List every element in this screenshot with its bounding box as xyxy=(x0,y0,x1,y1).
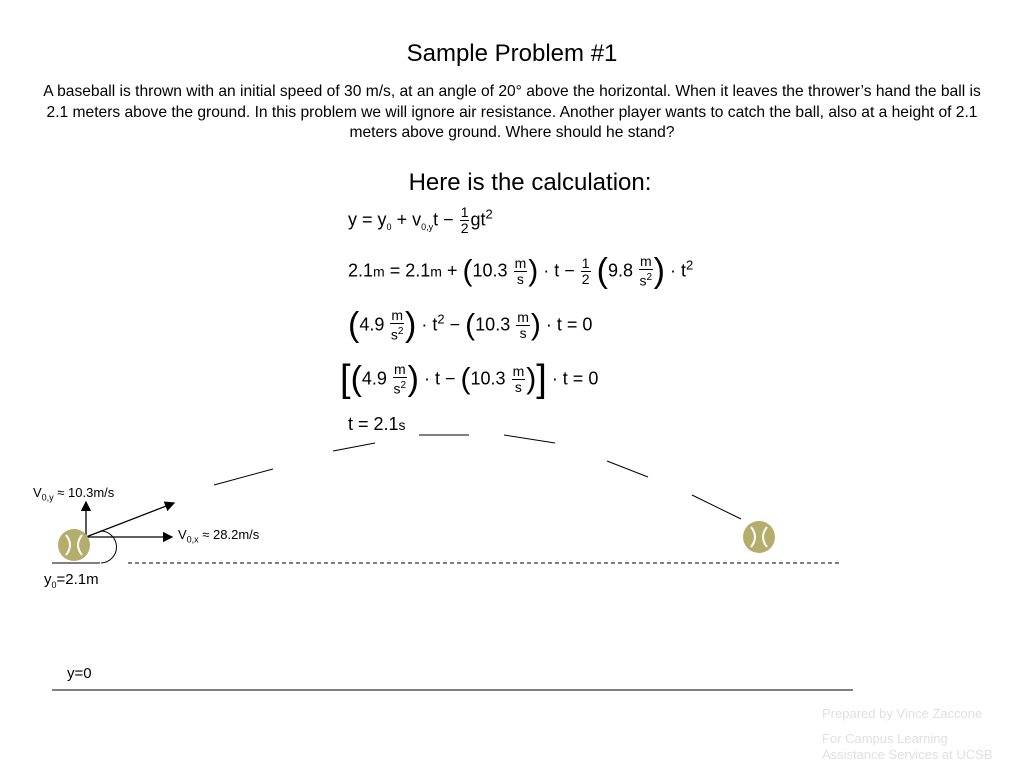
trajectory-segment xyxy=(214,469,273,485)
calculation-heading: Here is the calculation: xyxy=(408,169,652,196)
page-title: Sample Problem #1 xyxy=(406,40,618,67)
trajectory-segment xyxy=(607,461,648,477)
vy-label: $V_{0,y} \approx 10.3m/s$ xyxy=(33,485,115,503)
angle-arc xyxy=(100,531,116,563)
equation-2: 2.1m = 2.1m + (10.3 $\frac{m}{s}$ ) · t − $\frac{1}{2}$ (9.8 $\frac{m}{s^2}$ ) · $t^2$ xyxy=(348,252,694,290)
trajectory-path xyxy=(214,435,741,519)
equation-5: t = 2.1s xyxy=(348,414,406,434)
baseball-end-icon xyxy=(743,521,775,553)
equation-4: [(4.9 $\frac{m}{s^2}$ ) · t − (10.3 $\frac{m}{s}$ )] · t = 0 xyxy=(340,358,599,400)
vx-label: $V_{0,x} \approx 28.2m/s$ xyxy=(178,527,260,545)
y0-label: $y_0=2.1m$ xyxy=(44,571,99,590)
baseball-start-icon xyxy=(58,529,90,561)
problem-statement: A baseball is thrown with an initial speed of 30 m/s, at an angle of 20° above the horizontal. When it leaves the thrower’s hand the ball is 2.1 meters above the ground. In this problem we will ignore air resistance. Another player wants to catch the ball, also at a height of 2.1 meters above ground. Where should he stand? xyxy=(43,83,981,141)
footer-affiliation: For Campus Learning Assistance Services at UCSB xyxy=(822,731,993,762)
trajectory-segment xyxy=(692,495,741,519)
trajectory-segment xyxy=(333,443,375,451)
equation-3: (4.9 $\frac{m}{s^2}$ ) · $t^2 - (10.3$ $\frac{m}{s}$ ) · t = 0 xyxy=(348,306,593,344)
velocity-arrow xyxy=(86,503,174,537)
ground-label: y=0 xyxy=(67,665,92,682)
trajectory-segment xyxy=(504,435,555,443)
footer-author: Prepared by Vince Zaccone xyxy=(822,706,983,721)
equation-1: $y = y_0 + v_{0,y}t$ − $\frac{1}{2}$ $gt^2$ xyxy=(348,204,493,236)
